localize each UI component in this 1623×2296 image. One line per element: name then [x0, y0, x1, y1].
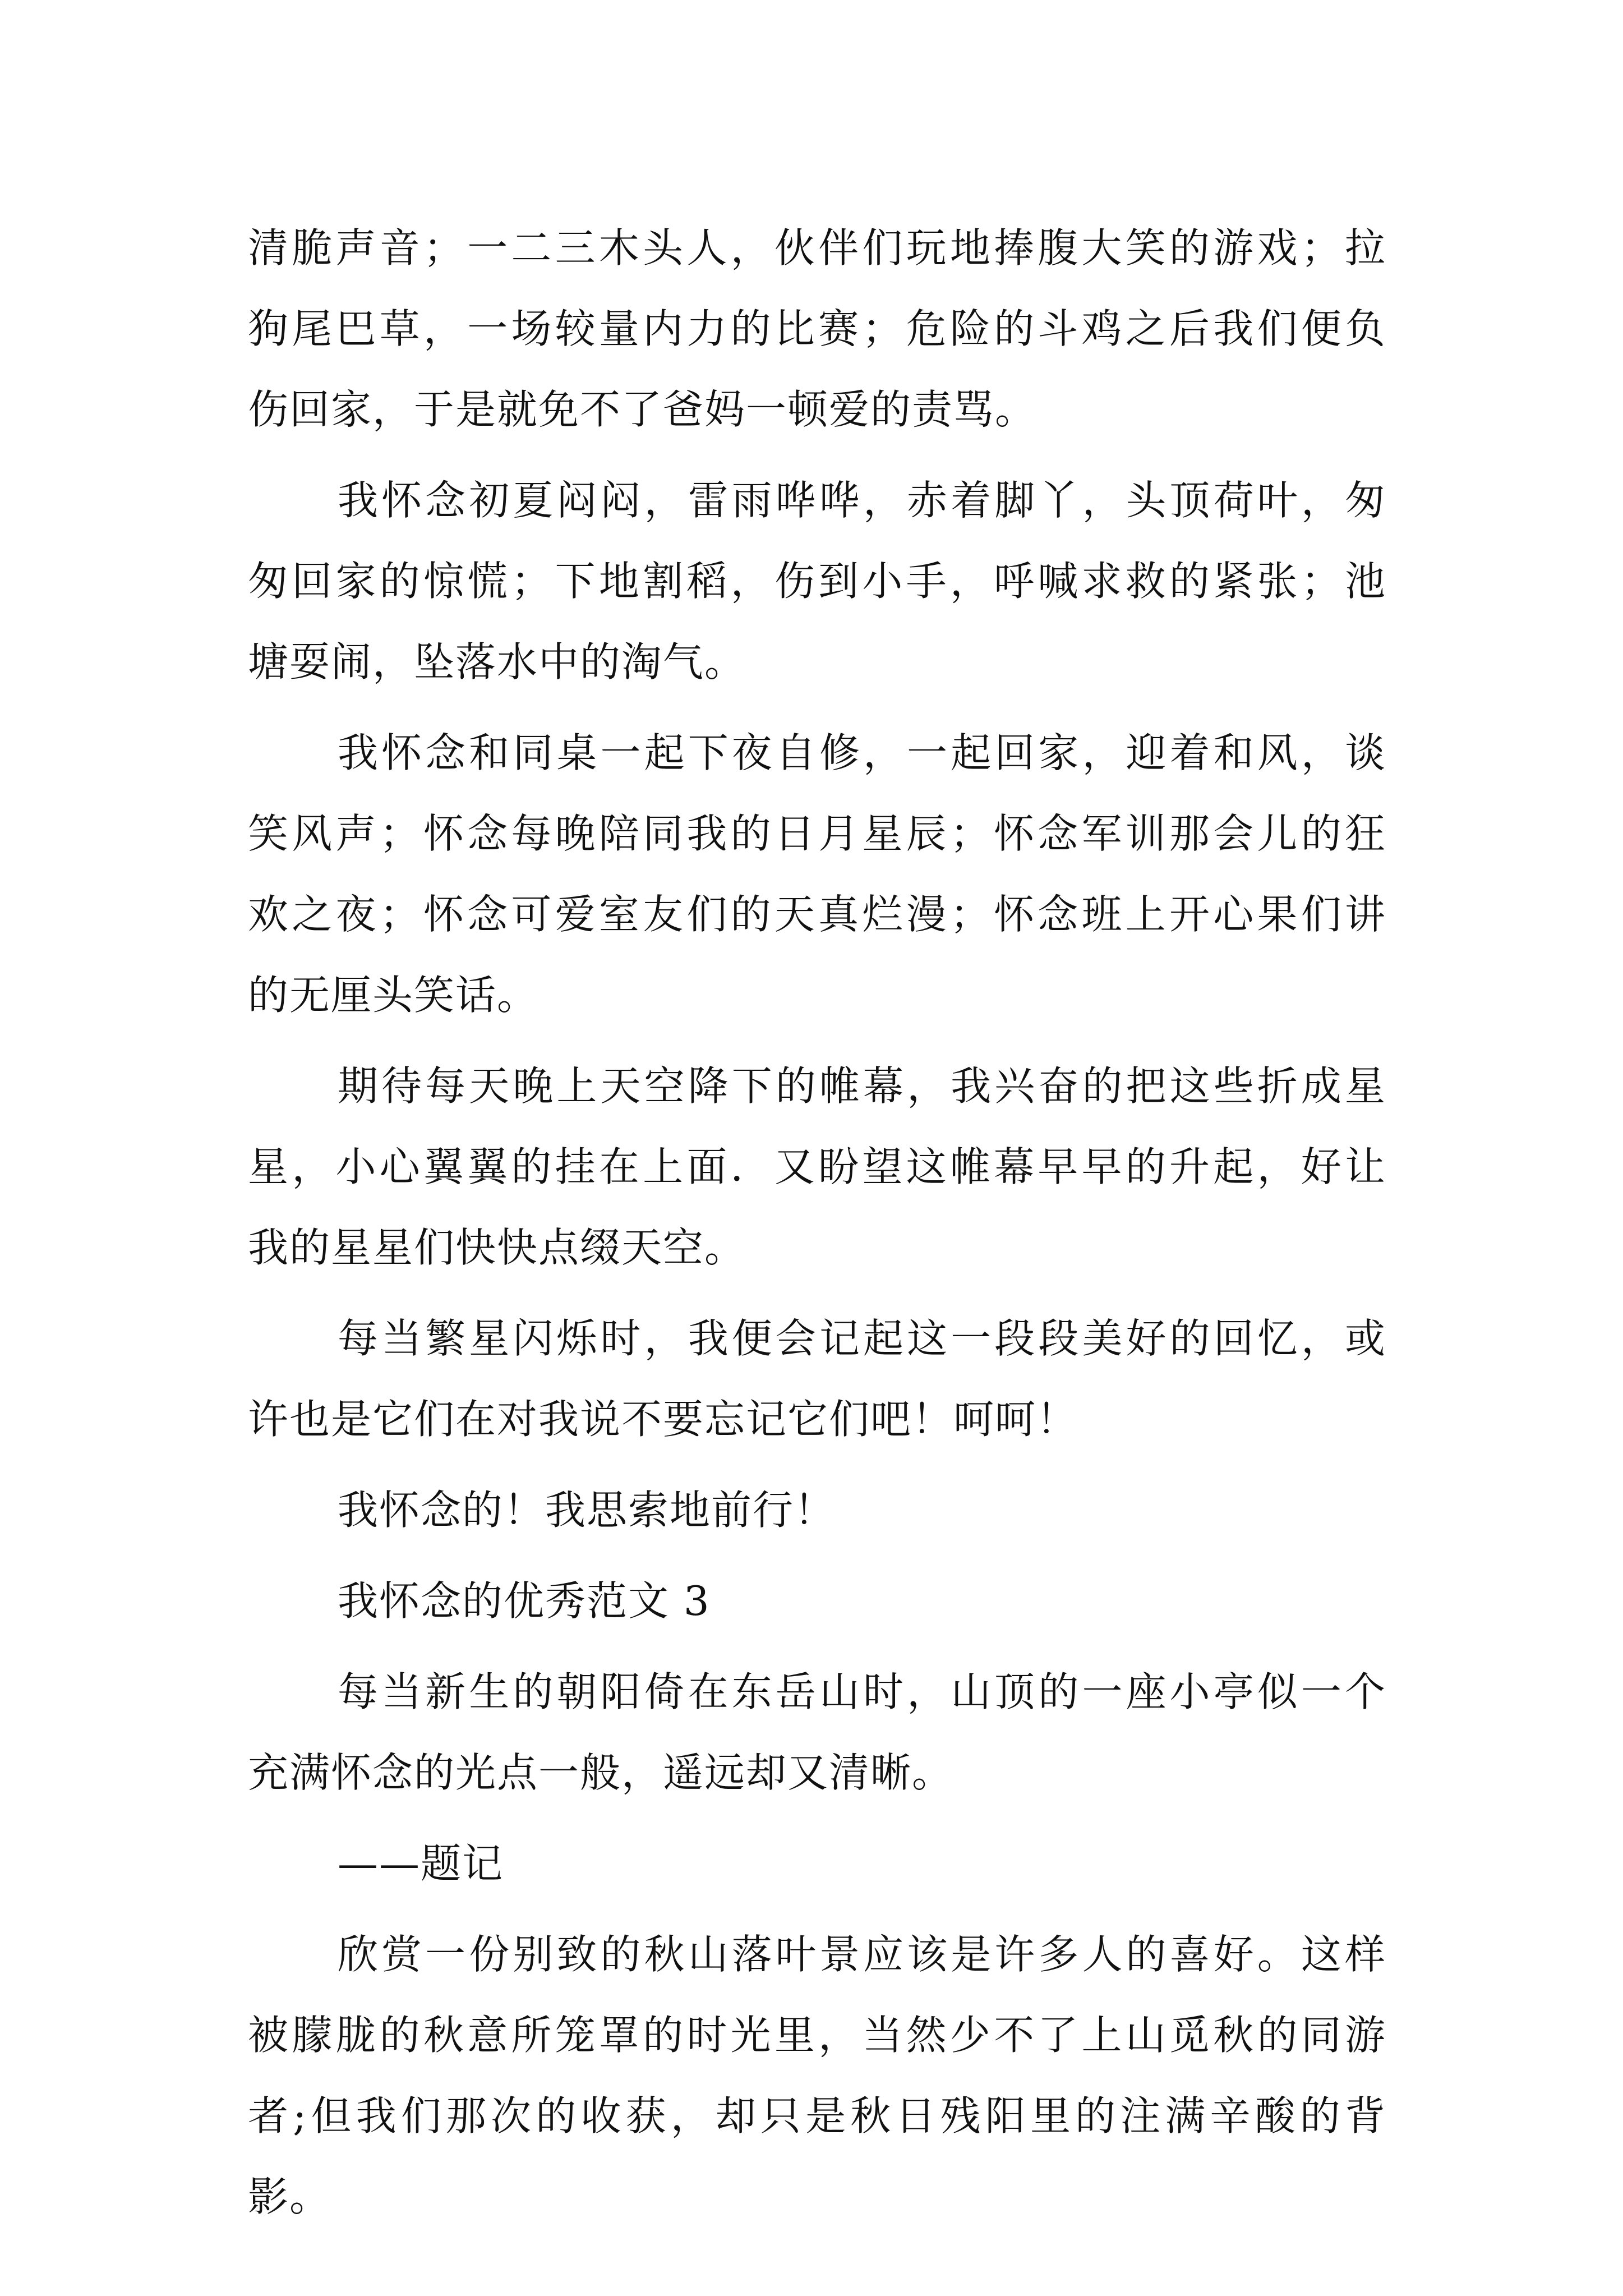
text-line: 影。 [248, 2173, 331, 2220]
text-line: 的无厘头笑话。 [248, 972, 539, 1019]
text-line: 塘耍闹，坠落水中的淘气。 [248, 638, 746, 685]
text-line: 欢之夜；怀念可爱室友们的天真烂漫；怀念班上开心果们讲 [248, 891, 1386, 938]
text-line: 许也是它们在对我说不要忘记它们吧！呵呵！ [248, 1396, 1078, 1443]
text-line: 欣赏一份别致的秋山落叶景应该是许多人的喜好。这样 [338, 1931, 1386, 1978]
text-line: 匆回家的惊慌；下地割稻，伤到小手，呼喊求救的紧张；池 [248, 558, 1386, 605]
text-line: 被朦胧的秋意所笼罩的时光里，当然少不了上山觅秋的同游 [248, 2012, 1386, 2059]
text-line: 我怀念初夏闷闷，雷雨哗哗，赤着脚丫，头顶荷叶，匆 [338, 477, 1386, 524]
text-line: 每当繁星闪烁时，我便会记起这一段段美好的回忆，或 [338, 1315, 1386, 1362]
text-line: 者;但我们那次的收获，却只是秋日残阳里的注满辛酸的背 [248, 2092, 1386, 2139]
text-line: 充满怀念的光点一般，遥远却又清晰。 [248, 1749, 954, 1796]
text-line: 清脆声音；一二三木头人，伙伴们玩地捧腹大笑的游戏；拉 [248, 224, 1386, 272]
document-body [248, 208, 1386, 2237]
text-line: 我怀念的！我思索地前行！ [338, 1487, 836, 1534]
inscription-line: ——题记 [338, 1840, 504, 1887]
text-line: 笑风声；怀念每晚陪同我的日月星辰；怀念军训那会儿的狂 [248, 810, 1386, 857]
text-line: 期待每天晚上天空降下的帷幕，我兴奋的把这些折成星 [338, 1062, 1386, 1110]
text-line: 伤回家，于是就免不了爸妈一顿爱的责骂。 [248, 386, 1037, 433]
text-line: 我的星星们快快点缀天空。 [248, 1224, 746, 1271]
text-line: 每当新生的朝阳倚在东岳山时，山顶的一座小亭似一个 [338, 1668, 1386, 1715]
text-line: 狗尾巴草，一场较量内力的比赛；危险的斗鸡之后我们便负 [248, 305, 1386, 352]
text-line: 我怀念和同桌一起下夜自修，一起回家，迎着和风，谈 [338, 729, 1386, 776]
text-line: 星，小心翼翼的挂在上面．又盼望这帷幕早早的升起，好让 [248, 1143, 1386, 1190]
section-heading: 我怀念的优秀范文 3 [338, 1577, 711, 1625]
